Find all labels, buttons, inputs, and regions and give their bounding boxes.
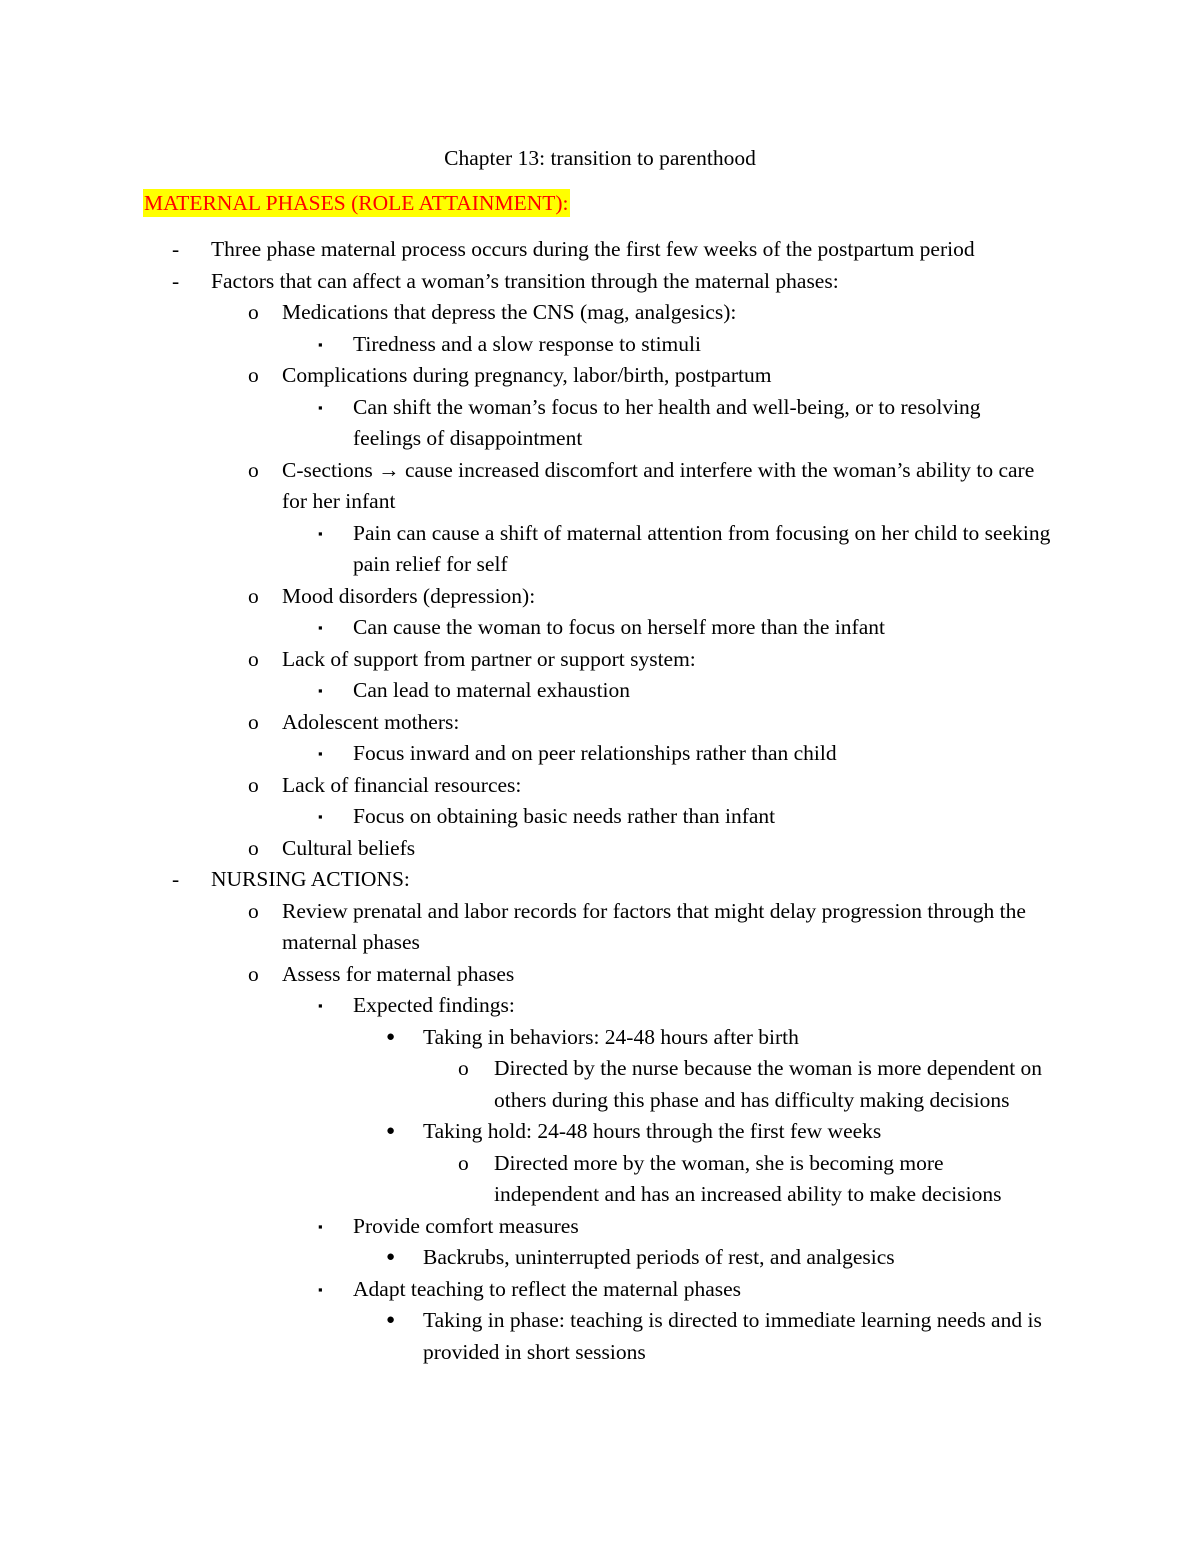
- circle-bullet: o: [248, 898, 259, 923]
- list-item-text: Focus on obtaining basic needs rather than infant: [353, 804, 776, 828]
- circle-bullet: o: [248, 709, 259, 734]
- square-bullet-icon: ▪: [318, 1281, 323, 1297]
- list-item-level-2: [0, 392, 1200, 455]
- list-item-text: Tiredness and a slow response to stimuli: [353, 331, 701, 356]
- list-item-level-1: [0, 297, 1200, 329]
- square-bullet-icon: ▪: [318, 1218, 323, 1234]
- square-bullet-icon: ▪: [318, 683, 323, 698]
- list-item-text: Taking in phase: teaching is directed to immediate learning needs and is provided in short sessions: [423, 1308, 1042, 1364]
- circle-bullet: o: [248, 457, 259, 482]
- list-item-level-0: [0, 234, 1200, 266]
- notes-list: [0, 234, 1200, 1368]
- list-item-text: Adapt teaching to reflect the maternal phases: [353, 1276, 742, 1301]
- list-item-level-3: [0, 1305, 1200, 1368]
- list-item-level-2: [0, 1211, 1200, 1243]
- circle-bullet: o: [248, 772, 259, 797]
- list-item-level-4: [0, 1148, 1200, 1211]
- list-item-level-3: [0, 1116, 1200, 1148]
- list-item-text: Can shift the woman’s focus to her health and well-being, or to resolving feelings of disappointment: [353, 394, 981, 450]
- square-bullet-icon: ▪: [318, 336, 323, 352]
- list-item-level-2: [0, 675, 1200, 707]
- list-item-text: Pain can cause a shift of maternal attention from focusing on her child to seeking pain relief for self: [353, 520, 1051, 576]
- list-item-text: NURSING ACTIONS:: [211, 867, 410, 891]
- list-item-level-1: [0, 707, 1200, 739]
- list-item-level-2: [0, 801, 1200, 833]
- disc-bullet-icon: ●: [386, 1249, 396, 1265]
- list-item-level-0: [0, 864, 1200, 896]
- square-bullet-icon: ▪: [318, 525, 323, 541]
- list-item-text: Review prenatal and labor records for factors that might delay progression through the maternal phases: [282, 898, 1026, 954]
- list-item-text: Can cause the woman to focus on herself more than the infant: [353, 615, 885, 639]
- list-item-text: Backrubs, uninterrupted periods of rest, and analgesics: [423, 1245, 895, 1269]
- list-item-level-2: [0, 738, 1200, 770]
- square-bullet-icon: ▪: [318, 746, 323, 761]
- list-item-level-1: [0, 896, 1200, 959]
- list-item-text: Expected findings:: [353, 993, 515, 1017]
- list-item-text: Medications that depress the CNS (mag, analgesics):: [282, 300, 737, 324]
- circle-bullet: o: [248, 835, 259, 860]
- list-item-level-1: [0, 770, 1200, 802]
- list-item-text: Provide comfort measures: [353, 1213, 579, 1238]
- disc-bullet-icon: ●: [386, 1123, 396, 1139]
- list-item-text: Directed more by the woman, she is becoming more independent and has an increased ability to make decisions: [494, 1150, 1002, 1206]
- dash-bullet: -: [172, 867, 180, 891]
- list-item-text: Cultural beliefs: [282, 835, 416, 860]
- list-item-text: Directed by the nurse because the woman is more dependent on others during this phase and has difficulty making decisions: [494, 1056, 1043, 1112]
- dash-bullet: -: [172, 237, 180, 261]
- list-item-level-3: [0, 1242, 1200, 1274]
- square-bullet-icon: ▪: [318, 998, 323, 1013]
- list-item-text: Can lead to maternal exhaustion: [353, 678, 631, 702]
- section-heading-highlighted: MATERNAL PHASES (ROLE ATTAINMENT):: [144, 191, 569, 215]
- list-item-level-1: [0, 959, 1200, 991]
- list-item-level-3: [0, 1022, 1200, 1054]
- list-item-text: Three phase maternal process occurs during the first few weeks of the postpartum period: [211, 237, 975, 261]
- list-item-text: Factors that can affect a woman’s transition through the maternal phases:: [211, 268, 839, 293]
- list-item-level-1: [0, 833, 1200, 865]
- square-bullet-icon: ▪: [318, 399, 323, 415]
- list-item-level-2: [0, 990, 1200, 1022]
- circle-bullet: o: [248, 961, 259, 986]
- list-item-text: Lack of support from partner or support system:: [282, 646, 696, 671]
- square-bullet-icon: ▪: [318, 620, 323, 635]
- circle-bullet: o: [458, 1150, 469, 1175]
- list-item-level-4: [0, 1053, 1200, 1116]
- list-item-text: Focus inward and on peer relationships rather than child: [353, 741, 837, 765]
- circle-bullet: o: [248, 646, 259, 671]
- document-title: Chapter 13: transition to parenthood: [444, 146, 756, 170]
- circle-bullet: o: [248, 583, 259, 608]
- list-item-level-2: [0, 329, 1200, 361]
- list-item-text: Mood disorders (depression):: [282, 583, 536, 608]
- list-item-text: C-sections → cause increased discomfort and interfere with the woman’s ability to care for her infant: [282, 457, 1035, 513]
- list-item-text: Lack of financial resources:: [282, 772, 522, 797]
- list-item-text: Assess for maternal phases: [282, 961, 515, 986]
- dash-bullet: -: [172, 268, 180, 293]
- list-item-level-0: [0, 266, 1200, 298]
- circle-bullet: o: [458, 1056, 469, 1080]
- disc-bullet-icon: ●: [386, 1312, 396, 1328]
- circle-bullet: o: [248, 363, 259, 387]
- list-item-level-1: [0, 644, 1200, 676]
- list-item-level-2: [0, 612, 1200, 644]
- list-item-text: Adolescent mothers:: [282, 709, 460, 734]
- list-item-text: Taking hold: 24-48 hours through the first few weeks: [423, 1119, 882, 1143]
- list-item-level-2: [0, 1274, 1200, 1306]
- list-item-level-1: [0, 455, 1200, 518]
- disc-bullet-icon: ●: [386, 1028, 396, 1045]
- list-item-text: Complications during pregnancy, labor/birth, postpartum: [282, 363, 772, 387]
- list-item-level-1: [0, 581, 1200, 613]
- list-item-level-1: [0, 360, 1200, 392]
- list-item-text: Taking in behaviors: 24-48 hours after birth: [423, 1024, 799, 1049]
- square-bullet-icon: ▪: [318, 809, 323, 824]
- circle-bullet: o: [248, 300, 259, 324]
- list-item-level-2: [0, 518, 1200, 581]
